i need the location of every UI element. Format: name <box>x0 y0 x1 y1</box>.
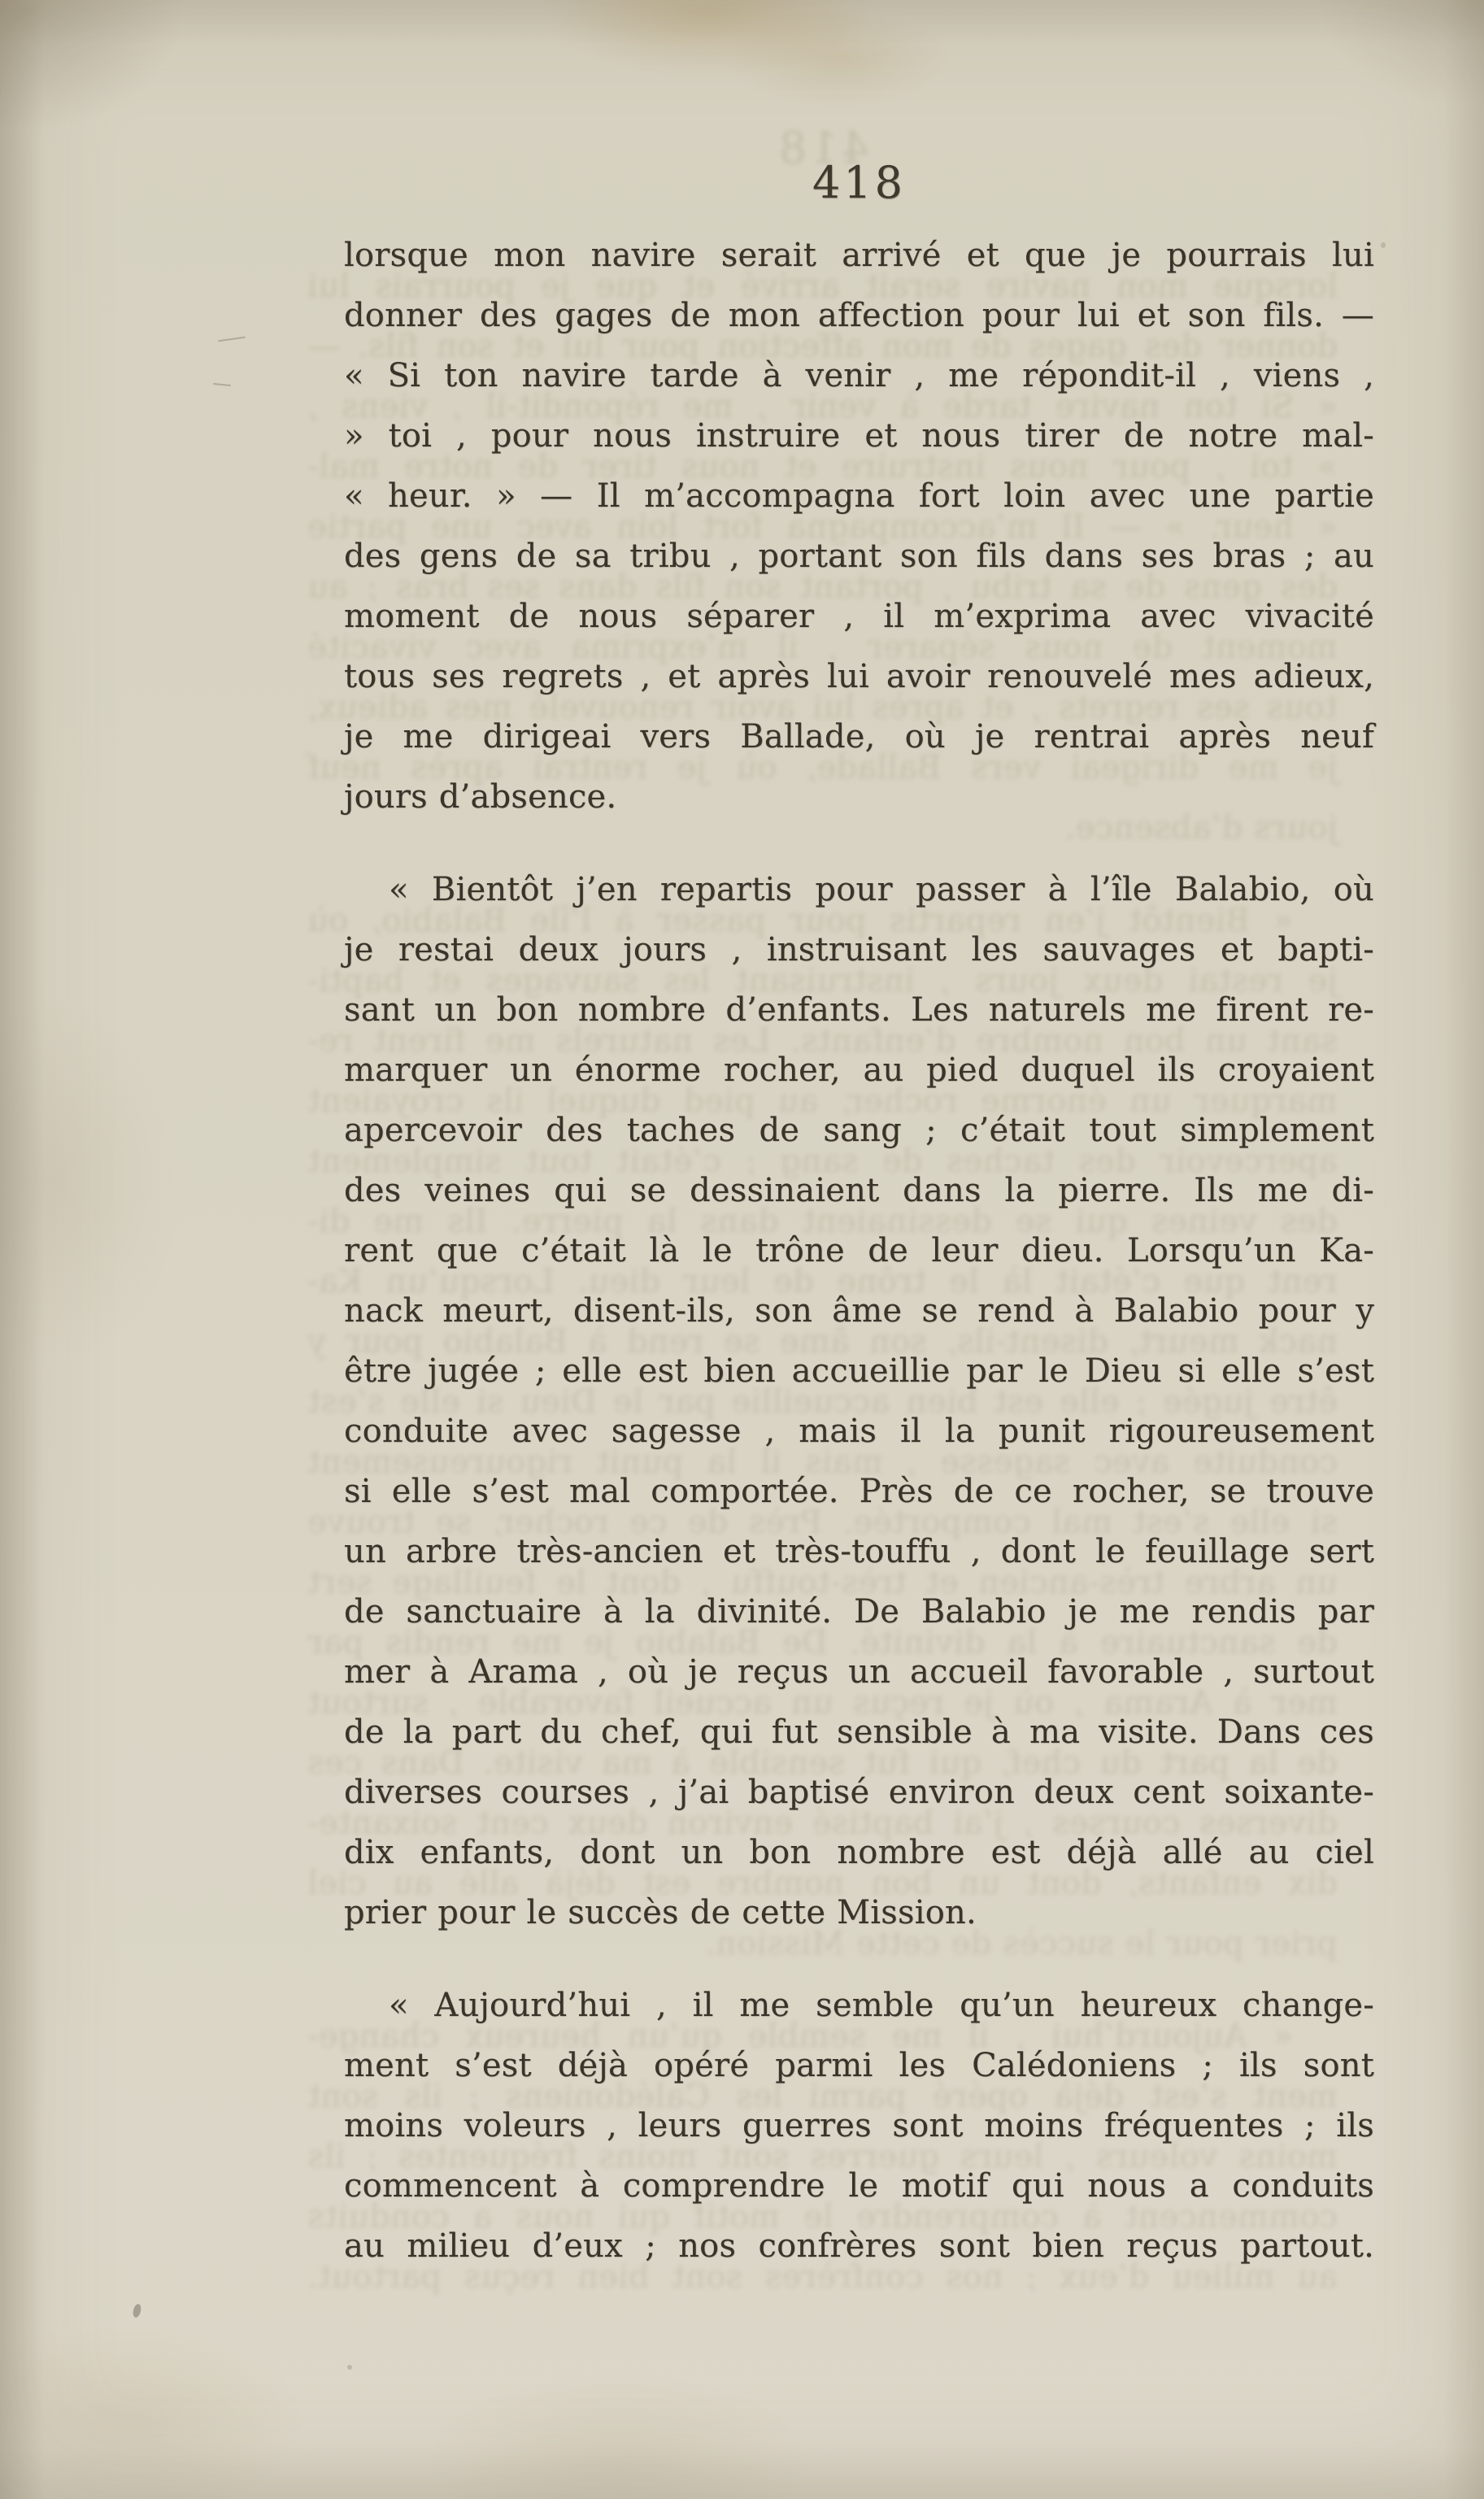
ghost-text-line: je me dirigeai vers Ballade, où je rentrai après neuf <box>307 749 1338 786</box>
text-line: apercevoir des taches de sang ; c’était tout simplement <box>344 1112 1374 1149</box>
ghost-text-line: « Aujourd’hui , il me semble qu’un heureux change- <box>307 2018 1293 2055</box>
ghost-text-line: des gens de sa tribu , portant son fils dans ses bras ; au <box>307 568 1338 606</box>
text-line: dix enfants, dont un bon nombre est déjà allé au ciel <box>344 1834 1374 1871</box>
text-line: lorsque mon navire serait arrivé et que je pourrais lui <box>344 237 1374 274</box>
text-line: de la part du chef, qui fut sensible à ma visite. Dans ces <box>344 1713 1374 1751</box>
text-line: des gens de sa tribu , portant son fils dans ses bras ; au <box>344 538 1374 575</box>
text-line: « Aujourd’hui , il me semble qu’un heureux change- <box>389 1987 1374 2024</box>
text-line: « Bientôt j’en repartis pour passer à l’île Balabio, où <box>389 871 1374 908</box>
ghost-text-line: de sanctuaire à la divinité. De Balabio je me rendis par <box>307 1624 1338 1661</box>
text-line: être jugée ; elle est bien accueillie par le Dieu si elle s’est <box>344 1352 1374 1390</box>
ghost-text-line: commencent à comprendre le motif qui nous a conduits <box>307 2198 1338 2236</box>
text-line: conduite avec sagesse , mais il la punit rigoureusement <box>344 1413 1374 1450</box>
paper-fiber-mark <box>218 337 246 342</box>
page-number: 418 <box>812 157 907 208</box>
ghost-text-line: apercevoir des taches de sang ; c’était tout simplement <box>307 1143 1338 1180</box>
ghost-text-line: « Bientôt j’en repartis pour passer à l’île Balabio, où <box>307 902 1293 939</box>
ghost-text-line: « Si ton navire tarde à venir , me répondit-il , viens , <box>307 388 1338 425</box>
ink-speck <box>132 2303 142 2318</box>
ghost-text-line: prier pour le succès de cette Mission. <box>705 1925 1338 1962</box>
ghost-text-line: jours d’absence. <box>1064 809 1338 847</box>
ghost-text-line: un arbre très-ancien et très-touffu , dont le feuillage sert <box>307 1564 1338 1601</box>
ghost-text-line: marquer un énorme rocher, au pied duquel ils croyaient <box>307 1082 1338 1120</box>
text-line: nack meurt, disent-ils, son âme se rend à Balabio pour y <box>344 1292 1374 1330</box>
ink-speck <box>347 2365 352 2370</box>
text-line: je restai deux jours , instruisant les sauvages et bapti- <box>344 931 1374 969</box>
ghost-text-line: sant un bon nombre d’enfants. Les naturels me firent re- <box>307 1022 1338 1060</box>
ghost-text-line: tous ses regrets , et après lui avoir renouvelé mes adieux, <box>307 689 1338 726</box>
text-line: des veines qui se dessinaient dans la pierre. Ils me di- <box>344 1172 1374 1209</box>
ghost-page-number: 418 <box>775 122 870 173</box>
text-line: moins voleurs , leurs guerres sont moins fréquentes ; ils <box>344 2107 1374 2144</box>
text-line: « Si ton navire tarde à venir , me répondit-il , viens , <box>344 357 1374 394</box>
ghost-text-line: diverses courses , j’ai baptisé environ deux cent soixante- <box>307 1805 1338 1842</box>
text-line: au milieu d’eux ; nos confrères sont bien reçus partout. <box>344 2227 1374 2265</box>
text-line: un arbre très-ancien et très-touffu , dont le feuillage sert <box>344 1533 1374 1570</box>
ghost-text-line: je restai deux jours , instruisant les sauvages et bapti- <box>307 962 1338 999</box>
ghost-text-line: moment de nous séparer , il m’exprima avec vivacité <box>307 629 1338 666</box>
page-text <box>344 225 1374 2309</box>
ghost-text-line: des veines qui se dessinaient dans la pierre. Ils me di- <box>307 1203 1338 1240</box>
ghost-text-line: ment s’est déjà opéré parmi les Calédoniens ; ils sont <box>307 2078 1338 2115</box>
text-line: ment s’est déjà opéré parmi les Calédoniens ; ils sont <box>344 2047 1374 2084</box>
ghost-text-line: si elle s’est mal comportée. Près de ce rocher, se trouve <box>307 1504 1338 1541</box>
ghost-text-line: être jugée ; elle est bien accueillie par le Dieu si elle s’est <box>307 1383 1338 1421</box>
text-line: jours d’absence. <box>344 778 617 816</box>
text-line: mer à Arama , où je reçus un accueil favorable , surtout <box>344 1653 1374 1691</box>
text-line: diverses courses , j’ai baptisé environ deux cent soixante- <box>344 1774 1374 1811</box>
text-line: rent que c’était là le trône de leur dieu. Lorsqu’un Ka- <box>344 1232 1374 1269</box>
ghost-text-line: » toi , pour nous instruire et nous tirer de notre mal- <box>307 448 1338 485</box>
text-line: je me dirigeai vers Ballade, où je rentrai après neuf <box>344 718 1374 755</box>
ghost-text-line: rent que c’était là le trône de leur dieu. Lorsqu’un Ka- <box>307 1263 1338 1300</box>
ghost-text-line: nack meurt, disent-ils, son âme se rend à Balabio pour y <box>307 1323 1338 1361</box>
text-line: marquer un énorme rocher, au pied duquel ils croyaient <box>344 1051 1374 1089</box>
ghost-text-line: lorsque mon navire serait arrivé et que je pourrais lui <box>307 268 1338 305</box>
text-line: donner des gages de mon affection pour lui et son fils. — <box>344 297 1374 334</box>
ghost-text-line: conduite avec sagesse , mais il la punit rigoureusement <box>307 1443 1338 1481</box>
ghost-text-line: « heur. » — Il m’accompagna fort loin avec une partie <box>307 508 1338 546</box>
ghost-text-line: dix enfants, dont un bon nombre est déjà allé au ciel <box>307 1865 1338 1902</box>
text-line: sant un bon nombre d’enfants. Les naturels me firent re- <box>344 991 1374 1029</box>
ghost-text-line: mer à Arama , où je reçus un accueil favorable , surtout <box>307 1684 1338 1722</box>
ghost-text-line: au milieu d’eux ; nos confrères sont bien reçus partout. <box>307 2258 1338 2296</box>
text-line: commencent à comprendre le motif qui nous a conduits <box>344 2167 1374 2205</box>
text-line: tous ses regrets , et après lui avoir renouvelé mes adieux, <box>344 658 1374 695</box>
ghost-text-line: de la part du chef, qui fut sensible à ma visite. Dans ces <box>307 1744 1338 1782</box>
paper-fiber-mark <box>213 383 231 386</box>
ghost-text-line: donner des gages de mon affection pour lui et son fils. — <box>307 328 1338 365</box>
text-line: de sanctuaire à la divinité. De Balabio je me rendis par <box>344 1593 1374 1630</box>
ink-speck <box>1381 242 1386 248</box>
ghost-text-line: moins voleurs , leurs guerres sont moins fréquentes ; ils <box>307 2138 1338 2175</box>
text-line: « heur. » — Il m’accompagna fort loin avec une partie <box>344 477 1374 515</box>
text-line: moment de nous séparer , il m’exprima avec vivacité <box>344 598 1374 635</box>
text-line: prier pour le succès de cette Mission. <box>344 1894 977 1931</box>
text-line: » toi , pour nous instruire et nous tirer de notre mal- <box>344 417 1374 455</box>
text-line: si elle s’est mal comportée. Près de ce rocher, se trouve <box>344 1473 1374 1510</box>
